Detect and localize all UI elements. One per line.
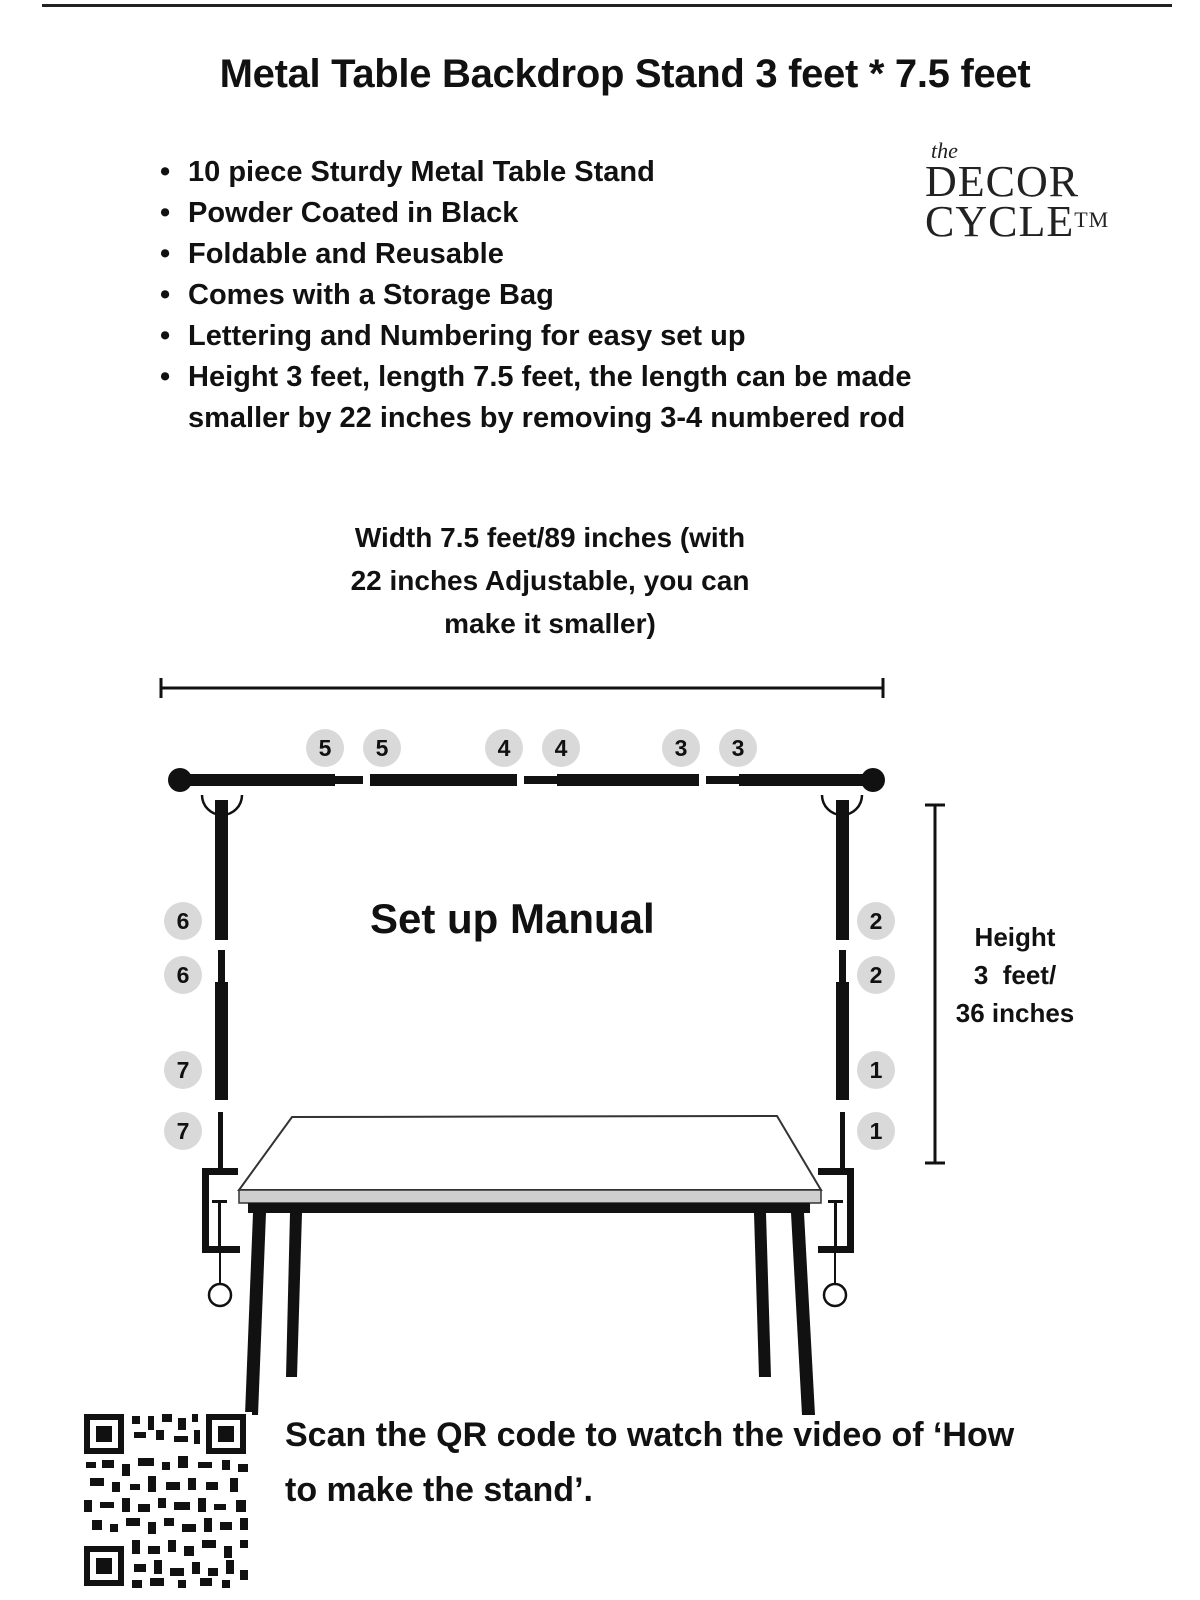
table-icon xyxy=(239,1116,821,1415)
feature-item: • 10 piece Sturdy Metal Table Stand xyxy=(160,152,980,193)
qr-caption-line: Scan the QR code to watch the video of ‘How xyxy=(285,1416,1015,1454)
height-dimension-icon xyxy=(925,805,945,1163)
width-label-line: make it smaller) xyxy=(444,608,656,639)
rod-number-badge: 4 xyxy=(497,735,511,761)
page-title: Metal Table Backdrop Stand 3 feet * 7.5 feet xyxy=(219,52,1031,96)
left-pole-icon xyxy=(202,795,242,1306)
logo-line-1: DECOR xyxy=(925,157,1080,206)
rod-number-badge: 7 xyxy=(176,1118,190,1144)
feature-item: • Lettering and Numbering for easy set up xyxy=(160,316,980,357)
rod-number-badge: 1 xyxy=(869,1057,883,1083)
width-label-line: 22 inches Adjustable, you can xyxy=(350,565,750,596)
rod-number-badge: 6 xyxy=(176,962,190,988)
width-dimension-icon xyxy=(161,678,883,698)
rod-number-badge: 6 xyxy=(176,908,190,934)
right-pole-badges xyxy=(857,902,895,1150)
rod-number-badge: 2 xyxy=(869,962,883,988)
rod-number-badge: 1 xyxy=(869,1118,883,1144)
logo-line-2-text: CYCLE xyxy=(925,197,1075,246)
feature-item: • Powder Coated in Black xyxy=(160,193,980,234)
rod-number-badge: 2 xyxy=(869,908,883,934)
rod-number-badge: 5 xyxy=(318,735,332,761)
rod-number-badge: 3 xyxy=(674,735,688,761)
qr-caption xyxy=(285,1408,1145,1518)
trademark-mark: TM xyxy=(1074,207,1110,232)
right-pole-icon xyxy=(818,795,862,1306)
height-label-line: 36 inches xyxy=(955,998,1075,1028)
qr-code-icon xyxy=(82,1412,252,1590)
width-label-line: Width 7.5 feet/89 inches (with xyxy=(354,522,746,553)
rod-number-badge: 7 xyxy=(176,1057,190,1083)
logo-the: the xyxy=(931,138,958,163)
top-rod-icon xyxy=(168,768,885,792)
left-pole-badges xyxy=(164,902,202,1150)
setup-manual-title: Set up Manual xyxy=(370,895,655,942)
rod-number-badge: 5 xyxy=(375,735,389,761)
height-label xyxy=(945,918,1085,1032)
feature-item: • Foldable and Reusable xyxy=(160,234,980,275)
feature-item: • Comes with a Storage Bag xyxy=(160,275,980,316)
height-label-line: Height xyxy=(974,922,1056,952)
rod-number-badge: 3 xyxy=(731,735,745,761)
height-label-line: 3 feet/ xyxy=(973,960,1057,990)
qr-caption-line: to make the stand’. xyxy=(285,1471,593,1509)
feature-item: • Height 3 feet, length 7.5 feet, the length can be made smaller by 22 inches by removing 3-4 numbered rod xyxy=(160,357,968,439)
rod-number-badge: 4 xyxy=(554,735,568,761)
